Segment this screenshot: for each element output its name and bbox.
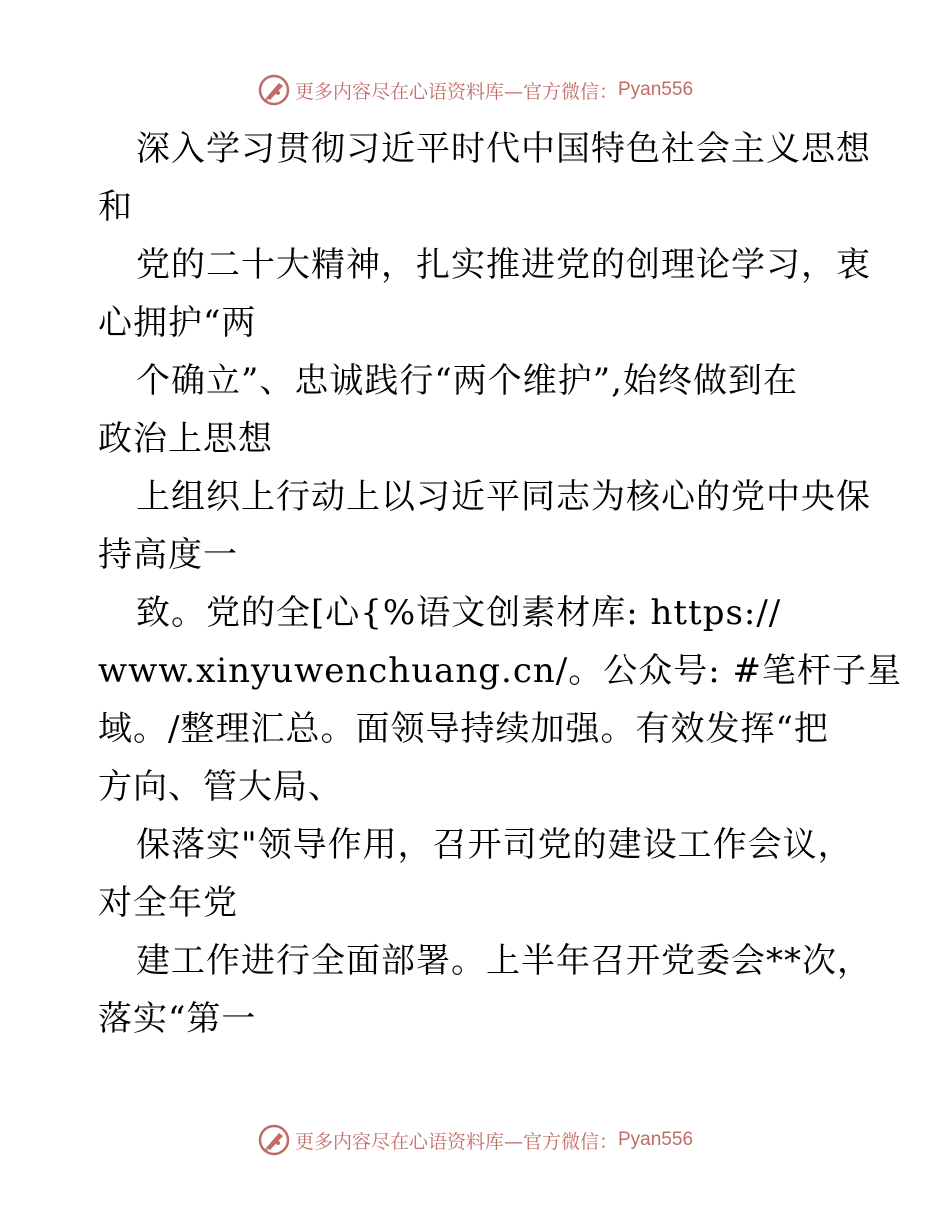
pen-logo-icon (257, 73, 291, 107)
text-line: 个确立”、忠诚践行“两个维护”,始终做到在 (136, 361, 798, 401)
text-line: 深入学习贯彻习近平时代中国特色社会主义思想 (136, 129, 871, 169)
text-line: www.xinyuwenchuang.cn/。公众号: #笔杆子星 (98, 651, 902, 691)
text-line: 方向、管大局、 (98, 767, 343, 807)
text-line: 建工作进行全面部署。上半年召开党委会**次， (136, 941, 872, 981)
text-line: 上组织上行动上以习近平同志为核心的党中央保 (136, 477, 871, 517)
text-line: 保落实"领导作用，召开司党的建设工作会议， (136, 825, 853, 865)
text-line: 党的二十大精神，扎实推进党的创理论学习，衷 (136, 245, 871, 285)
header-banner-text: 更多内容尽在心语资料库—官方微信： (294, 80, 618, 103)
header-wechat-id: Pyan556 (618, 79, 694, 100)
text-line: 对全年党 (98, 883, 238, 923)
pen-logo-icon (257, 1123, 291, 1157)
footer-banner (0, 1120, 950, 1160)
text-line: 心拥护“两 (98, 303, 257, 343)
header-banner (0, 70, 950, 110)
text-line: 落实“第一 (98, 999, 257, 1039)
footer-banner-text: 更多内容尽在心语资料库—官方微信： (294, 1130, 618, 1153)
text-line: 致。党的全[心{%语文创素材库: https:// (136, 593, 782, 633)
text-line: 持高度一 (98, 535, 238, 575)
text-line: 和 (98, 187, 133, 227)
document-body (98, 120, 902, 1048)
text-line: 域。/整理汇总。面领导持续加强。有效发挥“把 (98, 709, 829, 749)
footer-wechat-id: Pyan556 (618, 1129, 694, 1150)
text-line: 政治上思想 (98, 419, 273, 459)
